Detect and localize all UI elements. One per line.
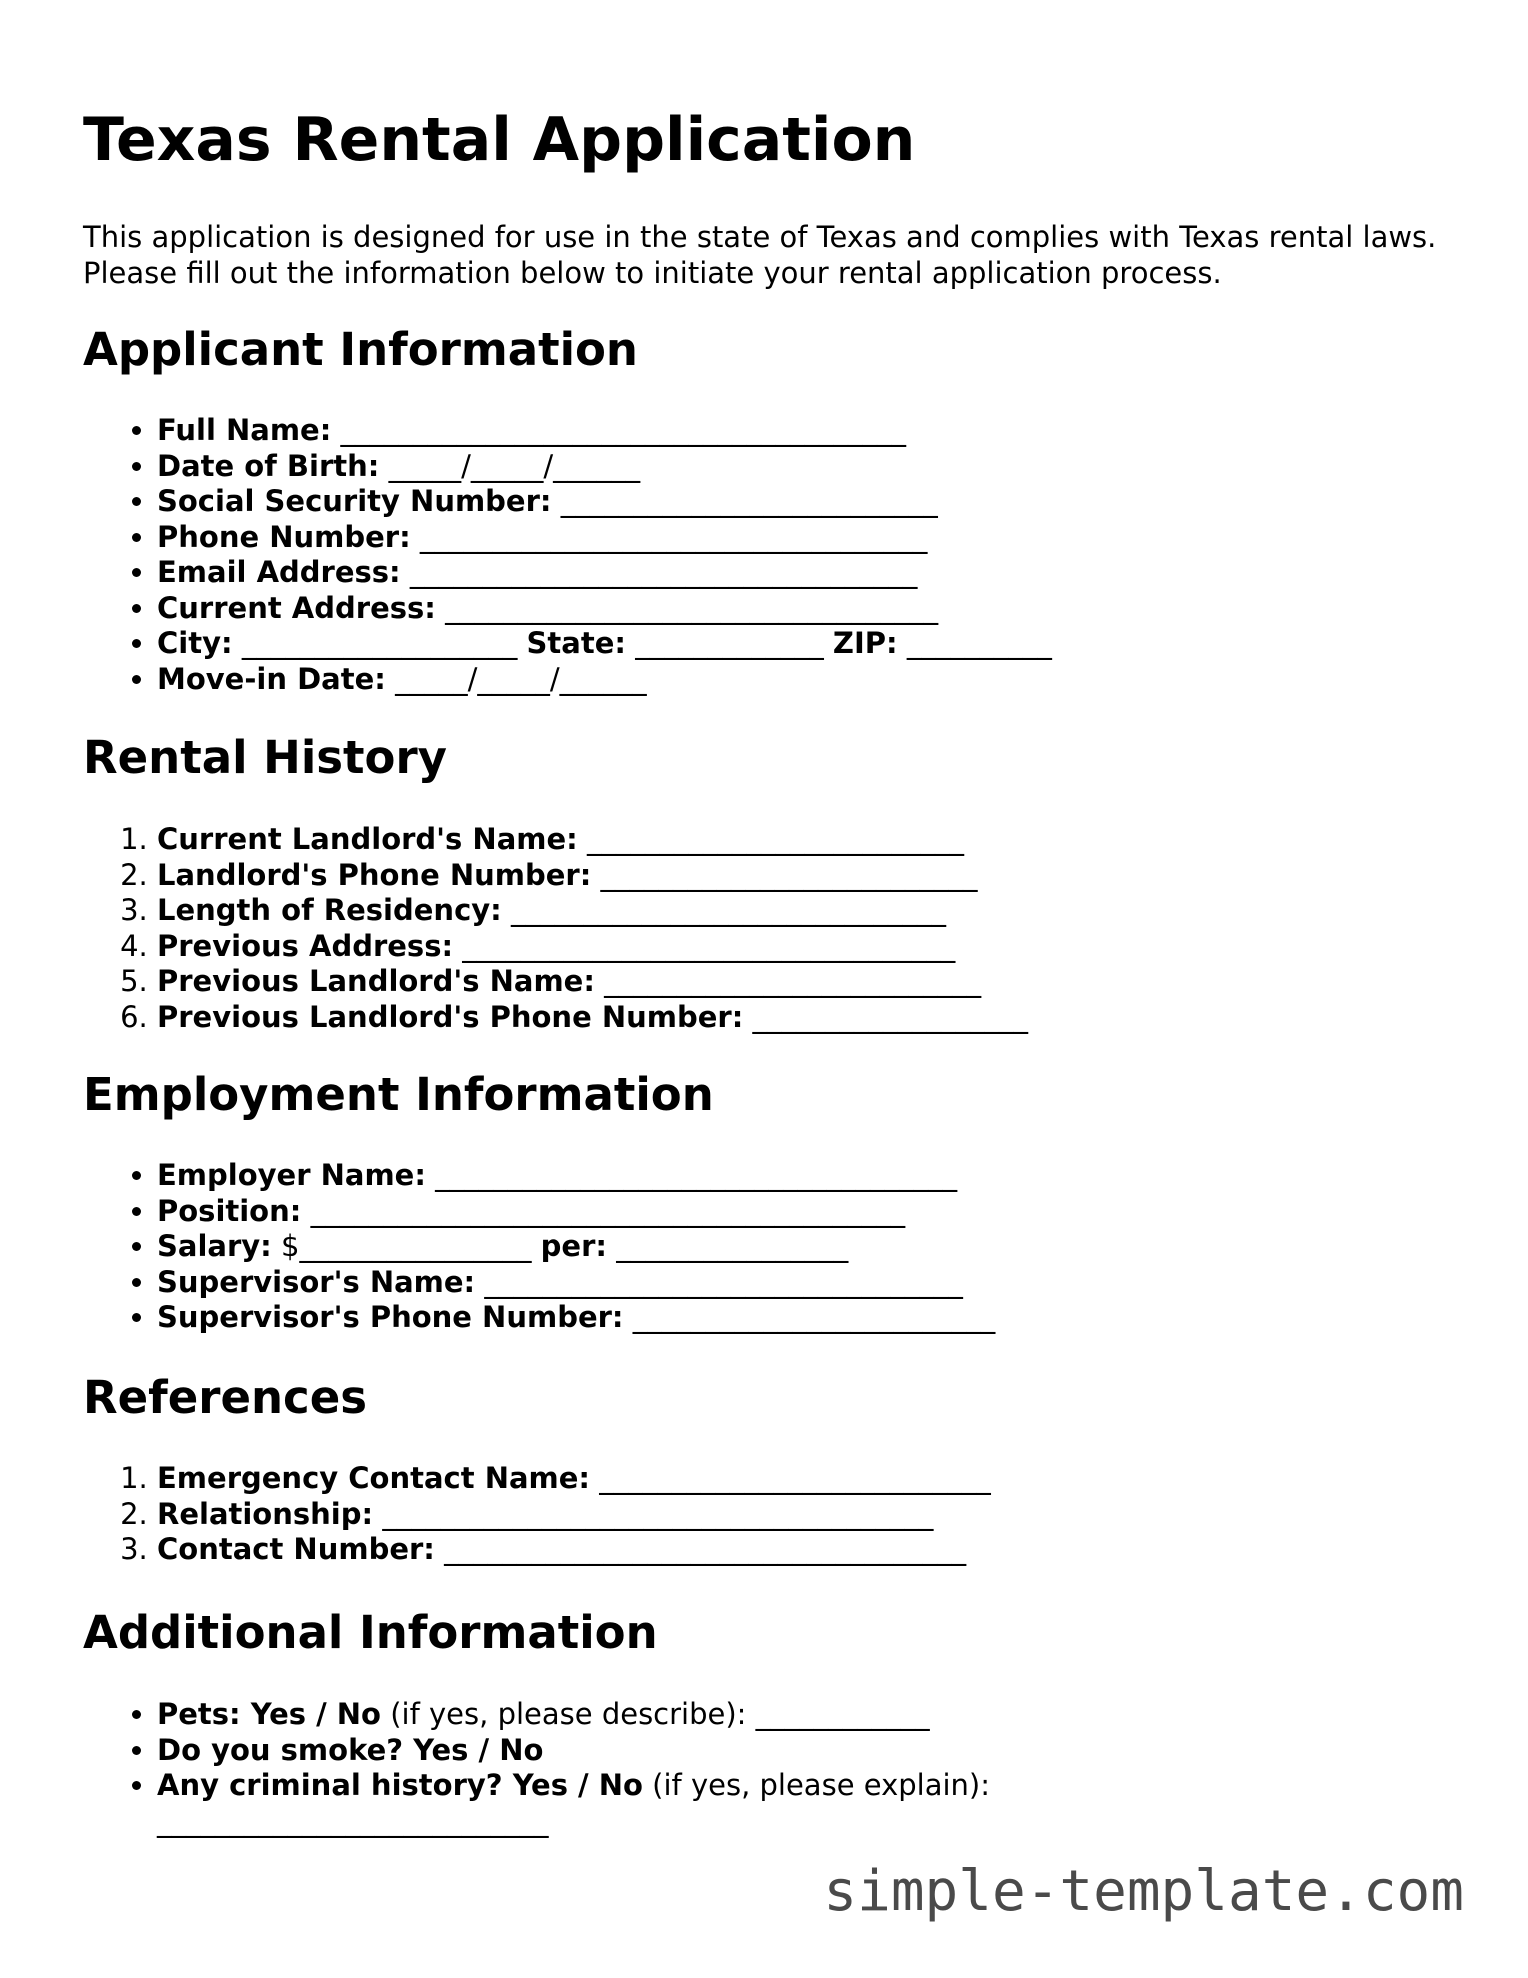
field-smoke: • Do you smoke? Yes / No [157,1733,990,1769]
full-name-blank[interactable]: _______________________________________ [340,413,907,447]
page-title: Texas Rental Application [83,105,916,175]
site-watermark: simple-template.com [823,1859,1464,1924]
field-length-of-residency: 3. Length of Residency: ______________________________ [157,893,1028,929]
field-employer-name: • Employer Name: ____________________________________ [157,1158,995,1194]
field-city-state-zip: • City: ___________________ State: _____________ ZIP: __________ [157,626,1052,662]
field-current-address: • Current Address: __________________________________ [157,591,1052,627]
phone-blank[interactable]: ___________________________________ [419,519,928,554]
heading-rental-history: Rental History [83,731,447,784]
landlord-phone-blank[interactable]: __________________________ [600,857,978,892]
field-position: • Position: _________________________________________ [157,1194,995,1230]
field-supervisor-phone: • Supervisor's Phone Number: _________________________ [157,1300,995,1336]
field-supervisor-name: • Supervisor's Name: _________________________________ [157,1265,995,1301]
field-move-in-date: • Move-in Date: _____/_____/______ [157,662,1052,698]
salary-period-blank[interactable]: ________________ [616,1229,849,1263]
heading-additional-information: Additional Information [83,1606,658,1659]
move-in-date-blank[interactable]: _____/_____/______ [395,661,647,696]
references-list [83,1461,991,1568]
emergency-contact-name-blank[interactable]: ___________________________ [599,1461,991,1495]
pets-note: (if yes, please describe): [390,1697,747,1731]
field-emergency-contact-name: 1. Emergency Contact Name: ___________________________ [157,1461,991,1497]
zip-blank[interactable]: __________ [906,626,1052,660]
rental-history-list [83,822,1028,1035]
field-date-of-birth: • Date of Birth: _____/_____/______ [157,449,1052,485]
previous-landlord-name-blank[interactable]: __________________________ [604,964,982,998]
field-ssn: • Social Security Number: __________________________ [157,484,1052,520]
applicant-fields-list [83,413,1052,697]
email-blank[interactable]: ___________________________________ [409,555,918,589]
contact-number-blank[interactable]: ____________________________________ [444,1532,967,1566]
field-current-landlord-name: 1. Current Landlord's Name: __________________________ [157,822,1028,858]
field-full-name: • Full Name: _______________________________________ [157,413,1052,449]
intro-paragraph: This application is designed for use in the state of Texas and complies with Texas rental laws. Please fill out the information below to initiate your rental application process. [83,220,1437,290]
additional-fields-list [83,1697,990,1839]
field-contact-number: 3. Contact Number: ____________________________________ [157,1532,991,1568]
supervisor-phone-blank[interactable]: _________________________ [632,1300,996,1334]
salary-blank[interactable]: $________________ [281,1229,532,1263]
heading-applicant-information: Applicant Information [83,323,638,376]
field-previous-landlord-phone: 6. Previous Landlord's Phone Number: ___________________ [157,1000,1028,1036]
field-phone: • Phone Number: ___________________________________ [157,520,1052,556]
pets-blank[interactable]: ____________ [755,1697,930,1731]
field-relationship: 2. Relationship: ______________________________________ [157,1497,991,1533]
field-criminal-history: • Any criminal history? Yes / No (if yes, please explain): ___________________________ [157,1768,990,1839]
field-email: • Email Address: ___________________________________ [157,555,1052,591]
ssn-blank[interactable]: __________________________ [560,484,938,518]
field-previous-landlord-name: 5. Previous Landlord's Name: __________________________ [157,964,1028,1000]
field-previous-address: 4. Previous Address: __________________________________ [157,929,1028,965]
field-salary: • Salary: $________________ per: ________________ [157,1229,995,1265]
previous-address-blank[interactable]: __________________________________ [462,928,956,963]
heading-employment-information: Employment Information [83,1068,714,1121]
employment-fields-list [83,1158,995,1336]
criminal-history-blank[interactable]: ___________________________ [157,1803,549,1838]
current-address-blank[interactable]: __________________________________ [445,590,939,625]
date-of-birth-blank[interactable]: _____/_____/______ [388,448,641,483]
heading-references: References [83,1371,367,1424]
criminal-note: (if yes, please explain): [652,1768,991,1802]
city-blank[interactable]: ___________________ [241,626,518,660]
supervisor-name-blank[interactable]: _________________________________ [484,1264,963,1299]
relationship-blank[interactable]: ______________________________________ [382,1496,934,1531]
position-blank[interactable]: _________________________________________ [310,1193,906,1228]
current-landlord-name-blank[interactable]: __________________________ [586,822,964,856]
field-landlord-phone: 2. Landlord's Phone Number: __________________________ [157,858,1028,894]
length-of-residency-blank[interactable]: ______________________________ [510,893,946,927]
previous-landlord-phone-blank[interactable]: ___________________ [752,999,1029,1034]
field-pets: • Pets: Yes / No (if yes, please describe): ____________ [157,1697,990,1733]
employer-name-blank[interactable]: ____________________________________ [435,1158,958,1192]
state-blank[interactable]: _____________ [635,626,824,660]
